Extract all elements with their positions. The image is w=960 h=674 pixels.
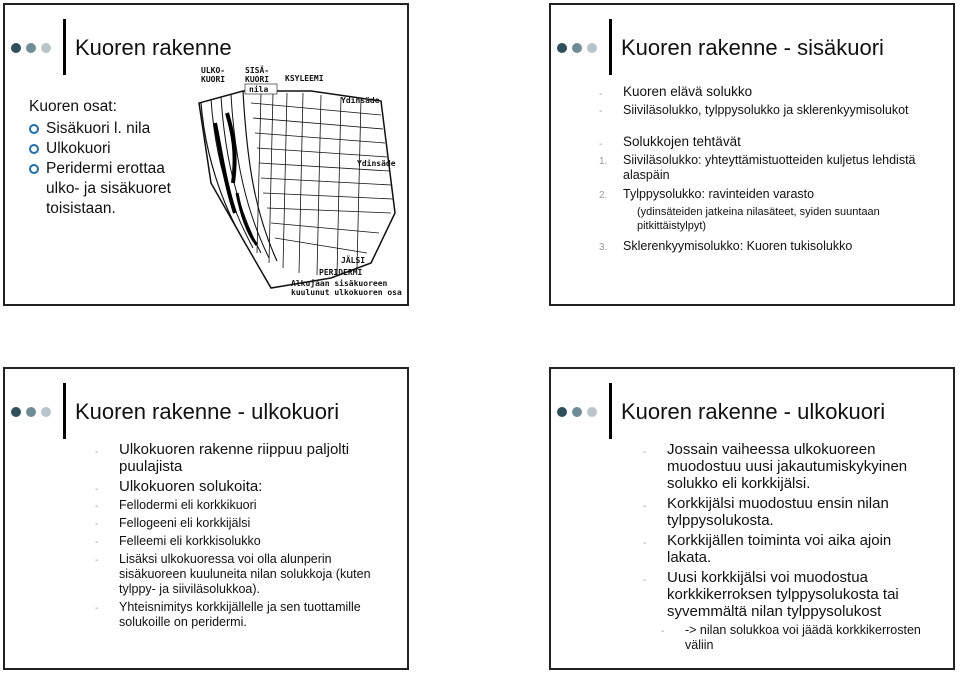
list-item: Peridermi erottaa ulko- ja sisäkuoret toisistaan. xyxy=(29,159,191,219)
list-item: - Felleemi eli korkkisolukko xyxy=(95,534,261,548)
ring-bullet-icon xyxy=(29,144,39,154)
list-item: - Ulkokuoren rakenne riippuu paljolti puulajista xyxy=(95,441,350,475)
slide-title: Kuoren rakenne xyxy=(75,35,232,60)
bark-structure-illustration xyxy=(191,63,405,303)
title-divider xyxy=(63,383,66,439)
dot-icon xyxy=(11,407,21,417)
slide-ulkokuori-2 xyxy=(549,367,955,670)
list-item: - Uusi korkkijälsi voi muodostua korkkikerroksen tylppysolukosta tai syvemmältä nilan tylppysolukost xyxy=(643,569,899,620)
dot-icon xyxy=(557,43,567,53)
list-item: Sisäkuori l. nila xyxy=(29,119,191,139)
note-text: (ydinsäteiden jatkeina nilasäteet, syiden suuntaan pitkittäistylpyt) xyxy=(637,206,880,232)
list-item: - -> nilan solukkoa voi jäädä korkkikerrosten väliin xyxy=(661,623,921,652)
slide-kuoren-rakenne xyxy=(3,3,409,306)
dot-icon xyxy=(11,43,21,53)
label-sisakuori: SISÄ- xyxy=(245,66,270,75)
list-item: - Yhteisnimitys korkkijällelle ja sen tuottamille solukoille on peridermi. xyxy=(95,600,361,629)
list-item: - Ulkokuoren solukoita: xyxy=(95,478,263,495)
label-ksyleemi: KSYLEEMI xyxy=(285,74,324,83)
list-item: - Jossain vaiheessa ulkokuoreen muodostuu uusi jakautumiskykyinen solukko eli korkkijälsi. xyxy=(643,441,908,492)
label-ulkokuori: ULKO- xyxy=(201,66,226,75)
list-item: - Siiviläsolukko, tylppysolukko ja sklerenkyymisolukot xyxy=(599,103,909,117)
list-item: - Korkkijällen toiminta voi aika ajoin lakata. xyxy=(643,532,892,566)
title-divider xyxy=(63,19,66,75)
dot-icon xyxy=(557,407,567,417)
list-item: - Fellodermi eli korkkikuori xyxy=(95,498,257,512)
label-sisakuori: KUORI xyxy=(245,75,270,84)
label-ydinsade: Ydinsäde xyxy=(341,96,380,105)
slide-sisakuori xyxy=(549,3,955,306)
list-item: - Fellogeeni eli korkkijälsi xyxy=(95,516,251,530)
list-item: - Korkkijälsi muodostuu ensin nilan tylppysolukosta. xyxy=(643,495,889,529)
ring-bullet-icon xyxy=(29,124,39,134)
list-item: - Lisäksi ulkokuoressa voi olla alunperin sisäkuoreen kuuluneita nilan solukkoja (kuten tylppy- ja siiviläsolukkoa). xyxy=(95,552,371,596)
dot-icon xyxy=(26,407,36,417)
label-jalsi: JÄLSI xyxy=(341,256,366,265)
numbered-item: 2. Tylppysolukko: ravinteiden varasto xyxy=(599,187,815,201)
content-list xyxy=(643,441,939,656)
slide-title: Kuoren rakenne - sisäkuori xyxy=(621,35,884,60)
slide-title: Kuoren rakenne - ulkokuori xyxy=(621,399,886,424)
label-ydinsade: Ydinsäde xyxy=(357,159,396,168)
dot-icon xyxy=(587,407,597,417)
dot-icon xyxy=(41,407,51,417)
title-divider xyxy=(609,383,612,439)
label-nila: nila xyxy=(249,85,269,94)
dot-icon xyxy=(41,43,51,53)
list-item: - Kuoren elävä solukko xyxy=(599,84,753,100)
dot-icon xyxy=(572,43,582,53)
dot-icon xyxy=(587,43,597,53)
label-alkujaan: Alkujaan sisäkuoreen xyxy=(291,279,388,288)
title-divider xyxy=(609,19,612,75)
content-list xyxy=(95,441,395,633)
label-ulkokuori: KUORI xyxy=(201,75,226,84)
list-item: - Solukkojen tehtävät xyxy=(599,134,741,150)
ring-bullet-icon xyxy=(29,164,39,174)
dot-icon xyxy=(572,407,582,417)
numbered-item: 3. Sklerenkyymisolukko: Kuoren tukisolukko xyxy=(599,239,853,253)
list-item: Ulkokuori xyxy=(29,139,191,159)
bark-parts-list xyxy=(29,97,191,219)
slide-ulkokuori-1 xyxy=(3,367,409,670)
numbered-item: 1. Siiviläsolukko: yhteyttämistuotteiden kuljetus lehdistä alaspäin xyxy=(599,153,916,182)
dot-icon xyxy=(26,43,36,53)
slide-title: Kuoren rakenne - ulkokuori xyxy=(75,399,340,424)
label-peridermi: PERIDERMI xyxy=(319,268,363,277)
content-list xyxy=(599,83,939,257)
intro-text: Kuoren osat: xyxy=(29,98,117,115)
label-alkujaan: kuulunut ulkokuoren osa xyxy=(291,288,402,297)
